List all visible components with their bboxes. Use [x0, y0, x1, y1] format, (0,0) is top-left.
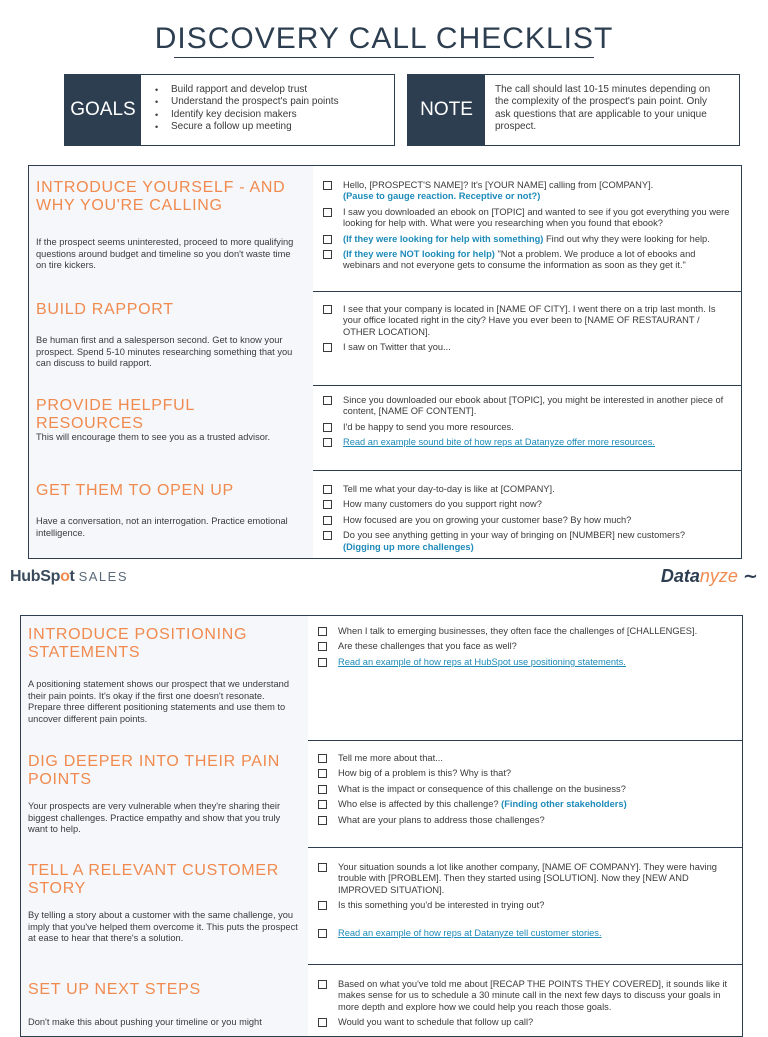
example-link[interactable]: Read an example of how reps at HubSpot use positioning statements.	[338, 656, 626, 667]
section-description: If the prospect seems uninterested, proceed to more qualifying questions around budget and timeline so you don't waste time on tire kickers.	[36, 237, 294, 271]
checklist-item[interactable]: Do you see anything getting in your way of bringing on [NUMBER] new customers? (Digging up more challenges)	[323, 530, 731, 553]
checklist-item[interactable]: I saw you downloaded an ebook on [TOPIC] and wanted to see if you got everything you were looking for help with. What were you researching when you found that ebook?	[323, 207, 731, 230]
checklist-item[interactable]: (If they were looking for help with something) Find out why they were looking for help.	[323, 234, 731, 245]
checklist-item[interactable]	[323, 437, 731, 448]
section-info	[29, 470, 313, 558]
checkbox[interactable]	[323, 485, 332, 494]
checklist-item[interactable]: I saw on Twitter that you...	[323, 342, 731, 353]
checkbox[interactable]	[323, 235, 332, 244]
section-provide-resources	[29, 385, 741, 471]
checkbox[interactable]	[323, 181, 332, 190]
section-description: Don't make this about pushing your timeline or you might	[28, 1017, 262, 1027]
checkbox[interactable]	[318, 800, 327, 809]
example-link[interactable]: Read an example sound bite of how reps at Datanyze offer more resources.	[343, 437, 655, 448]
section-positioning	[21, 616, 742, 741]
checkbox[interactable]	[323, 305, 332, 314]
goal-item: • Secure a follow up meeting	[171, 121, 339, 133]
checklist-item[interactable]: What is the impact or consequence of this challenge on the business?	[318, 784, 732, 795]
section-info	[29, 166, 313, 291]
checkbox[interactable]	[318, 816, 327, 825]
checkbox[interactable]	[323, 531, 332, 540]
checklist-panel-2	[20, 615, 743, 1037]
checklist-item[interactable]: Since you downloaded our ebook about [TOPIC], you might be interested in another piece of content, [NAME OF CONTENT].	[323, 395, 731, 418]
checkbox[interactable]	[323, 516, 332, 525]
section-description: A positioning statement shows our prospect that we understand their pain points. It's okay if the first one doesn't resonate. Prepare three different positioning statements and use them to uncover different pain points.	[28, 679, 289, 724]
note-text: The call should last 10-15 minutes depending on the complexity of the prospect's pain point. Only ask questions that are applicable to your unique prospect.	[495, 84, 711, 133]
section-info	[21, 616, 308, 740]
checklist-item[interactable]: How focused are you on growing your customer base? By how much?	[323, 515, 731, 526]
checkbox[interactable]	[318, 627, 327, 636]
goal-item: • Build rapport and develop trust	[171, 84, 339, 96]
checkbox[interactable]	[323, 343, 332, 352]
section-heading: BUILD RAPPORT	[36, 301, 174, 318]
checklist-item[interactable]: I'd be happy to send you more resources.	[323, 422, 731, 433]
hubspot-sales-logo: HubSpot SALES	[10, 568, 128, 585]
checkbox[interactable]	[318, 1018, 327, 1027]
goals-box	[64, 74, 395, 146]
section-description: Be human first and a salesperson second. Get to know your prospect. Spend 5-10 minutes researching something that you can discuss to build rapport.	[36, 335, 293, 369]
section-customer-story	[21, 847, 742, 965]
checklist-item[interactable]: What are your plans to address those challenges?	[318, 815, 732, 826]
checklist-item[interactable]: Who else is affected by this challenge? (Finding other stakeholders)	[318, 799, 732, 810]
checklist-panel-1	[28, 165, 742, 559]
section-heading: TELL A RELEVANT CUSTOMER STORY	[28, 862, 279, 897]
goals-list	[155, 84, 339, 134]
example-link[interactable]: Read an example of how reps at Datanyze tell customer stories.	[338, 927, 602, 938]
checklist-item[interactable]: Tell me more about that...	[318, 753, 732, 764]
checklist-item[interactable]: How many customers do you support right now?	[323, 499, 731, 510]
checklist-item[interactable]: Hello, [PROSPECT'S NAME]? It's [YOUR NAME] calling from [COMPANY]. (Pause to gauge reaction. Receptive or not?)	[323, 180, 731, 203]
checkbox[interactable]	[318, 863, 327, 872]
section-heading: PROVIDE HELPFUL RESOURCES	[36, 397, 195, 432]
checkbox[interactable]	[318, 929, 327, 938]
checkbox[interactable]	[323, 208, 332, 217]
section-info	[21, 740, 308, 847]
title-underline	[174, 57, 594, 58]
checklist-item[interactable]: (If they were NOT looking for help) "Not a problem. We produce a lot of ebooks and webinars and not everyone gets to consume the information as soon as they get it."	[323, 249, 731, 272]
checklist-item[interactable]: When I talk to emerging businesses, they often face the challenges of [CHALLENGES].	[318, 626, 732, 637]
goal-item: • Understand the prospect's pain points	[171, 96, 339, 108]
checkbox[interactable]	[323, 438, 332, 447]
checklist-item[interactable]: Would you want to schedule that follow up call?	[318, 1017, 732, 1028]
goals-label: GOALS	[65, 75, 141, 145]
checklist-item[interactable]: I see that your company is located in [NAME OF CITY]. I went there on a trip last month. Is your office located right in the city? Have you ever been to [NAME OF RESTAURANT / OTHER LOCATION].	[323, 304, 731, 338]
section-dig-deeper	[21, 740, 742, 848]
section-open-up	[29, 470, 741, 558]
section-info	[29, 291, 313, 385]
checkbox[interactable]	[318, 785, 327, 794]
section-description: This will encourage them to see you as a trusted advisor.	[36, 432, 271, 442]
checkbox[interactable]	[318, 769, 327, 778]
checklist-item[interactable]: Are these challenges that you face as well?	[318, 641, 732, 652]
section-heading: SET UP NEXT STEPS	[28, 981, 201, 998]
checkbox[interactable]	[323, 396, 332, 405]
checkbox[interactable]	[318, 980, 327, 989]
section-heading: DIG DEEPER INTO THEIR PAIN POINTS	[28, 753, 281, 788]
note-box	[407, 74, 740, 146]
section-description: By telling a story about a customer with the same challenge, you imply that you've helped them overcome it. This puts the prospect at ease to hear that there's a solution.	[28, 910, 298, 944]
section-info	[21, 847, 308, 964]
checklist-item[interactable]: Your situation sounds a lot like another company, [NAME OF COMPANY]. They were having trouble with [PROBLEM]. Then they started using [SOLUTION]. Now they [NEW AND IMPROVED SITUATION].	[318, 862, 732, 896]
section-info	[21, 964, 308, 1036]
checkbox[interactable]	[318, 901, 327, 910]
section-description: Your prospects are very vulnerable when they're sharing their biggest challenges. Practice empathy and show that you truly want to help.	[28, 801, 281, 835]
checkbox[interactable]	[323, 250, 332, 259]
checkbox[interactable]	[323, 423, 332, 432]
note-label: NOTE	[408, 75, 485, 145]
section-description: Have a conversation, not an interrogation. Practice emotional intelligence.	[36, 516, 288, 538]
section-heading: INTRODUCE YOURSELF - AND WHY YOU'RE CALLING	[36, 179, 286, 214]
checkbox[interactable]	[318, 642, 327, 651]
checklist-item[interactable]: Tell me what your day-to-day is like at [COMPANY].	[323, 484, 731, 495]
section-heading: GET THEM TO OPEN UP	[36, 482, 234, 499]
checklist-item[interactable]	[318, 657, 732, 668]
checklist-item[interactable]: How big of a problem is this? Why is that?	[318, 768, 732, 779]
goal-item: • Identify key decision makers	[171, 109, 339, 121]
checkbox[interactable]	[323, 500, 332, 509]
section-info	[29, 385, 313, 470]
checklist-item[interactable]: Based on what you've told me about [RECAP THE POINTS THEY COVERED], it sounds like it makes sense for us to schedule a 30 minute call in the next few days to discuss your goals in more depth and explore how we could help you reach those goals.	[318, 979, 732, 1013]
page-title: DISCOVERY CALL CHECKLIST	[154, 22, 614, 55]
section-introduce-yourself	[29, 166, 741, 292]
section-build-rapport	[29, 291, 741, 386]
checkbox[interactable]	[318, 754, 327, 763]
section-heading: INTRODUCE POSITIONING STATEMENTS	[28, 626, 248, 661]
datanyze-logo: Datanyze ∼	[660, 566, 758, 586]
checklist-item[interactable]: Is this something you'd be interested in trying out?	[318, 900, 732, 911]
checkbox[interactable]	[318, 658, 327, 667]
checklist-item[interactable]	[318, 928, 732, 939]
section-next-steps	[21, 964, 742, 1036]
